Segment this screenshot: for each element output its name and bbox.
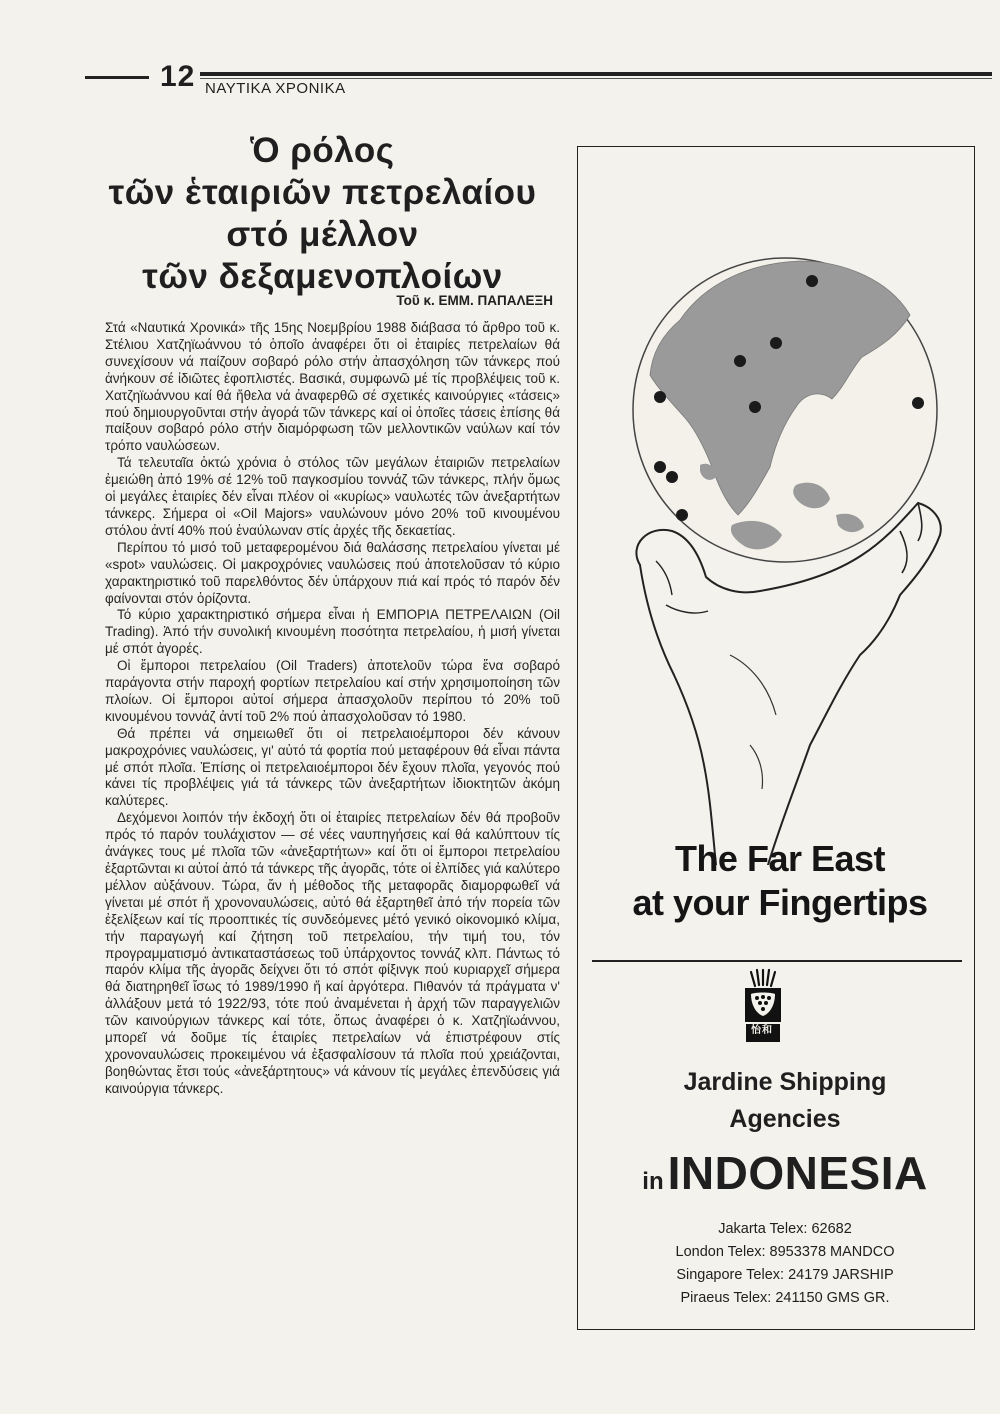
city-dot — [912, 397, 924, 409]
article-paragraph: Περίπου τό μισό τοῦ μεταφερομένου διά θαλάσσης πετρελαίου γίνεται μέ «spot» ναυλώσεις. Οἱ μακροχρόνιες ναυλώσεις πού ἀποτελοῦσαν τό κύριο χαρακτηριστικό τοῦ παρελθόντος δέν ὑπάρχουν πιά καί πρός τό παρόν δέν φαίνονται στόν ὁρίζοντα. — [105, 539, 560, 606]
ad-headline — [600, 837, 960, 925]
globe-in-hand-illustration — [600, 185, 960, 865]
telex-line: Piraeus Telex: 241150 GMS GR. — [680, 1290, 890, 1306]
ad-divider — [592, 960, 962, 962]
article-paragraph: Στά «Ναυτικά Χρονικά» τῆς 15ης Νοεμβρίου 1988 διάβασα τό ἄρθρο τοῦ κ. Στέλιου Χατζηϊωάννου τό ὁποῖο ἀναφέρει ὅτι οἱ ἑταιρίες πετρελαίων θά συνεχίσουν νά παίζουν σοβαρό ρόλο στήν ἀπασχόληση τῶν τάνκερς πού ἀνήκουν σέ ἰδιῶτες ἐφοπλιστές. Βασικά, συμφωνῶ μέ τίς προβλέψεις τοῦ κ. Χατζηϊωάννου καί θά ἤθελα νά ἀναφερθῶ σέ σχετικές καινούργιες «τάσεις» πού δημιουργοῦνται στήν ἀγορά τῶν τάνκερς καί οἱ ὁποῖες τάσεις ἐπίσης θά παίξουν σοβαρό ρόλο στήν διαμόρφωση τῶν μελλοντικῶν ναύλων καί τόν τρόπο ναυλώσεων. — [105, 320, 560, 454]
article-byline: Τοῦ κ. ΕΜΜ. ΠΑΠΑΛΕΞΗ — [396, 293, 553, 308]
article-paragraph: Τό κύριο χαρακτηριστικό σήμερα εἶναι ἡ ΕΜΠΟΡΙΑ ΠΕΤΡΕΛΑΙΩΝ (Oil Trading). Ἀπό τήν συνολική κινουμένη ποσότητα πετρελαίου, ἡ μισή γίνεται μέ σπότ ἀγορές. — [105, 607, 560, 657]
hand-outline — [656, 561, 708, 613]
city-dot — [734, 355, 746, 367]
telex-line: London Telex: 8953378 MANDCO — [675, 1244, 895, 1260]
page-number: 12 — [160, 60, 196, 93]
country-name: INDONESIA — [667, 1147, 928, 1199]
article-title-line: στό μέλλον — [226, 215, 419, 254]
city-dot — [770, 337, 782, 349]
article-paragraph: Οἱ ἔμποροι πετρελαίου (Oil Traders) ἀποτελοῦν τώρα ἕνα σοβαρό παράγοντα στήν παροχή φορτίων πετρελαίου καί στήν χρησιμοποίηση τῶν πλοίων. Οἱ ἔμποροι αὐτοί σήμερα ἀπασχολοῦν περίπου τό 20% τοῦ κινουμένου τοννάζ ἀντί τοῦ 2% πού ἀπασχολοῦσαν τό 1980. — [105, 658, 560, 724]
article-title — [85, 130, 560, 298]
telex-line: Singapore Telex: 24179 JARSHIP — [676, 1267, 894, 1283]
city-dot — [666, 471, 678, 483]
city-dot — [676, 509, 688, 521]
city-dot — [749, 401, 761, 413]
article-title-line: τῶν ἑταιριῶν πετρελαίου — [108, 173, 537, 212]
company-name-line: Jardine Shipping — [683, 1068, 887, 1096]
header-rule-thin — [200, 78, 992, 79]
header-rule-left — [85, 76, 149, 79]
header-rule-right — [200, 72, 992, 76]
article-title-line: τῶν δεξαμενοπλοίων — [142, 257, 503, 296]
city-dot — [654, 461, 666, 473]
telex-list — [600, 1218, 970, 1310]
country-line — [600, 1146, 970, 1200]
article-paragraph: Τά τελευταῖα ὀκτώ χρόνια ὁ στόλος τῶν μεγάλων ἑταιριῶν πετρελαίων ἐμειώθη ἀπό 19% σέ 12% τοῦ παγκοσμίου τοννάζ τῶν τάνκερς, πλήν ὅμως οἱ μεγάλες ἑταιρίες δέν εἶναι πλέον οἱ «κυρίως» ναυλωτές τῶν ἀνεξαρτήτων τάνκερς. Σήμερα οἱ «Oil Majors» ναυλώνουν μόνο 20% τοῦ κινουμένου στόλου ἀντί 40% πού ἐναύλωναν στίς ἀρχές τῆς δεκαετίας. — [105, 455, 560, 538]
ad-headline-line: at your Fingertips — [632, 882, 928, 923]
article-paragraph: Δεχόμενοι λοιπόν τήν ἐκδοχή ὅτι οἱ ἑταιρίες πετρελαίων δέν θά προβοῦν πρός τό παρόν τουλάχιστον — σέ νέες ναυπηγήσεις καί θά καλύπτουν τίς ἀνάγκες τους μέ πλοῖα τῶν «ἀνεξαρτήτων» καί ὅτι οἱ ἔμποροι πετρελαίου ἐξαρτῶνται κι αὐτοί ἀπό τά τάνκερς τῆς ἀγορᾶς, τότε οἱ ἐλπίδες γιά καλύτερο μέλλον αὐξάνουν. Τώρα, ἄν ἡ μέθοδος τῆς μεταφορᾶς διαμορφωθεῖ νά γίνεται μέ σπότ ἤ χρονοναυλώσεις, αὐτό θά ἐξαρτηθεῖ ἀπό τήν πορεία τῶν ἐξελίξεων καί τίς προοπτικές τίς συνδεόμενες μέτό γενικό οἰκονομικό κλίμα, τήν παραγωγή καί ζήτηση τοῦ πετρελαίου, τήν τιμή του, τόν προγραμματισμό ἀντικαταστάσεως τοῦ ὑπάρχοντος τοννάζ κλπ. Πάντως τό παρόν κλίμα τῆς ἀγορᾶς δείχνει ὅτι τό σπότ φίξινγκ πού κυριαρχεῖ σήμερα θά διατηρηθεῖ ἴσως τό 1989/1990 ἤ καί ἀργότερα. Πιθανόν τά πράγματα ν' ἀλλάξουν μετά τό 1922/93, τότε πού ἀναμένεται ἡ ἀρχή τῶν παραγγελιῶν τῶν καινούργιων τάνκερς καί τότε, ὅπως ἀναφέρει ὁ κ. Χατζηϊωάννου, μπορεῖ νά δοῦμε τίς ἑταιρίες πετρελαίων νά ἐπιστρέφουν στίς χρονοναυλώσεις προκειμένου νά ἐξασφαλίσουν τά πλοῖα πού χρειάζονται, βοηθώντας ἔτσι τούς «ἀνεξάρτητους» νά κάνουν τίς μεγάλες ἐπενδύσεις γιά καινούργια τάνκερς. — [105, 810, 560, 1096]
article-paragraph: Θά πρέπει νά σημειωθεῖ ὅτι οἱ πετρελαιοέμποροι δέν κάνουν μακροχρόνιες ναυλώσεις, γι' αὐτό τά φορτία πού μεταφέρουν θά εἶναι πάντα μέ σπότ πλοῖα. Ἐπίσης οἱ πετρελαιοέμποροι δέν ἔχουν πλοῖα, γεγονός πού κάνει τίς προβλέψεις γιά τά τάνκερς τῶν ἀνεξαρτήτων ἰδιοκτητῶν ἀκόμη καλύτερες. — [105, 725, 560, 809]
city-dot — [654, 391, 666, 403]
country-prefix: in — [642, 1168, 664, 1195]
ad-headline-line: The Far East — [674, 838, 886, 879]
logo-chinese-text: 怡和 — [751, 1025, 773, 1036]
article-body — [105, 320, 560, 1098]
hand-outline — [900, 503, 922, 573]
company-name-line: Agencies — [729, 1105, 841, 1133]
hand-outline — [730, 655, 776, 789]
article-title-line: Ὁ ρόλος — [250, 131, 395, 170]
company-name — [600, 1064, 970, 1138]
telex-line: Jakarta Telex: 62682 — [718, 1221, 852, 1237]
magazine-name: ΝΑΥΤΙΚΑ ΧΡΟΝΙΚΑ — [205, 80, 346, 97]
city-dot — [806, 275, 818, 287]
